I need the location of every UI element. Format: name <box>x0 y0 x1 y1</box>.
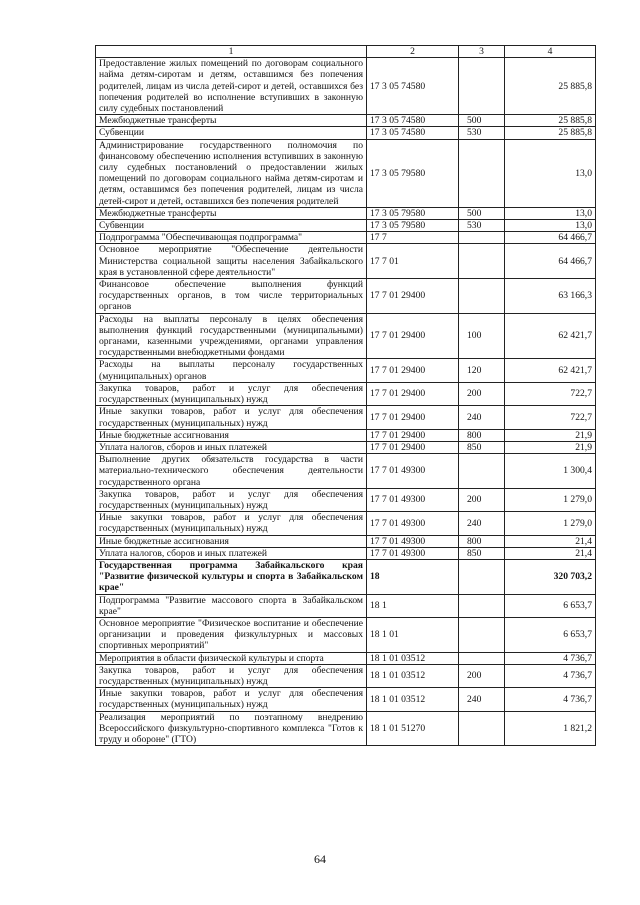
row-code-cell: 18 1 <box>367 594 459 617</box>
row-sum-cell: 4 736,7 <box>505 652 596 664</box>
row-vr-cell <box>459 279 505 314</box>
row-code-cell: 18 <box>367 559 459 594</box>
row-code-cell: 17 7 01 49300 <box>367 488 459 511</box>
row-sum-cell: 64 466,7 <box>505 232 596 244</box>
table-row <box>96 617 596 652</box>
row-vr-cell: 240 <box>459 688 505 711</box>
row-code-cell: 17 7 01 <box>367 244 459 279</box>
row-name-cell: Расходы на выплаты персоналу в целях обеспечения выполнения функций государственными (муниципальными) органами, казенными учреждениями, органами управления государственными внебюджетными фондами <box>96 313 367 359</box>
row-name-cell: Закупка товаров, работ и услуг для обеспечения государственных (муниципальных) нужд <box>96 382 367 405</box>
row-vr-cell: 200 <box>459 488 505 511</box>
table-row <box>96 58 596 115</box>
row-sum-cell: 64 466,7 <box>505 244 596 279</box>
row-vr-cell: 240 <box>459 406 505 429</box>
row-vr-cell: 500 <box>459 207 505 219</box>
row-name-cell: Подпрограмма "Обеспечивающая подпрограмма" <box>96 232 367 244</box>
row-vr-cell: 240 <box>459 512 505 535</box>
row-vr-cell: 530 <box>459 220 505 232</box>
row-vr-cell: 530 <box>459 127 505 139</box>
table-row <box>96 382 596 405</box>
row-sum-cell: 25 885,8 <box>505 127 596 139</box>
row-sum-cell: 1 300,4 <box>505 454 596 489</box>
row-vr-cell: 850 <box>459 547 505 559</box>
row-sum-cell: 1 279,0 <box>505 488 596 511</box>
row-code-cell: 18 1 01 03512 <box>367 664 459 687</box>
row-sum-cell: 21,9 <box>505 429 596 441</box>
row-sum-cell: 4 736,7 <box>505 688 596 711</box>
row-code-cell: 17 7 01 49300 <box>367 512 459 535</box>
header-col-vr: 3 <box>459 46 505 58</box>
row-name-cell: Иные закупки товаров, работ и услуг для обеспечения государственных (муниципальных) нужд <box>96 406 367 429</box>
row-code-cell: 17 3 05 79580 <box>367 220 459 232</box>
table-row <box>96 232 596 244</box>
row-vr-cell <box>459 244 505 279</box>
table-row <box>96 279 596 314</box>
row-name-cell: Уплата налогов, сборов и иных платежей <box>96 547 367 559</box>
table-row <box>96 512 596 535</box>
table-row <box>96 559 596 594</box>
row-name-cell: Иные бюджетные ассигнования <box>96 535 367 547</box>
row-vr-cell <box>459 594 505 617</box>
row-sum-cell: 62 421,7 <box>505 359 596 382</box>
table-row <box>96 244 596 279</box>
row-code-cell: 17 7 01 29400 <box>367 441 459 453</box>
row-sum-cell: 722,7 <box>505 382 596 405</box>
table-row <box>96 547 596 559</box>
table-row <box>96 488 596 511</box>
table-row <box>96 220 596 232</box>
row-code-cell: 17 7 <box>367 232 459 244</box>
row-code-cell: 18 1 01 51270 <box>367 711 459 746</box>
row-name-cell: Финансовое обеспечение выполнения функций государственных органов, в том числе территориальных органов <box>96 279 367 314</box>
row-vr-cell <box>459 232 505 244</box>
row-code-cell: 17 7 01 29400 <box>367 279 459 314</box>
row-vr-cell: 200 <box>459 382 505 405</box>
table-row <box>96 406 596 429</box>
table-row <box>96 313 596 359</box>
row-name-cell: Основное мероприятие "Обеспечение деятельности Министерства социальной защиты населения Забайкальского края в установленной сфере деятельности" <box>96 244 367 279</box>
row-name-cell: Расходы на выплаты персоналу государственных (муниципальных) органов <box>96 359 367 382</box>
row-vr-cell: 800 <box>459 429 505 441</box>
row-sum-cell: 25 885,8 <box>505 115 596 127</box>
table-row <box>96 441 596 453</box>
row-sum-cell: 13,0 <box>505 207 596 219</box>
row-name-cell: Основное мероприятие "Физическое воспитание и обеспечение организации и проведения физкультурных и массовых спортивных мероприятий" <box>96 617 367 652</box>
row-code-cell: 17 7 01 49300 <box>367 454 459 489</box>
table-row <box>96 115 596 127</box>
row-code-cell: 17 7 01 29400 <box>367 429 459 441</box>
row-code-cell: 18 1 01 03512 <box>367 688 459 711</box>
row-code-cell: 17 3 05 74580 <box>367 127 459 139</box>
row-sum-cell: 320 703,2 <box>505 559 596 594</box>
header-col-sum: 4 <box>505 46 596 58</box>
row-name-cell: Субвенции <box>96 127 367 139</box>
row-code-cell: 17 7 01 29400 <box>367 313 459 359</box>
row-name-cell: Закупка товаров, работ и услуг для обеспечения государственных (муниципальных) нужд <box>96 664 367 687</box>
table-row <box>96 652 596 664</box>
row-sum-cell: 13,0 <box>505 139 596 207</box>
table-row <box>96 664 596 687</box>
table-row <box>96 454 596 489</box>
row-name-cell: Уплата налогов, сборов и иных платежей <box>96 441 367 453</box>
row-sum-cell: 63 166,3 <box>505 279 596 314</box>
row-code-cell: 17 3 05 74580 <box>367 115 459 127</box>
row-sum-cell: 21,4 <box>505 535 596 547</box>
row-vr-cell <box>459 617 505 652</box>
row-code-cell: 17 3 05 74580 <box>367 58 459 115</box>
row-sum-cell: 1 821,2 <box>505 711 596 746</box>
row-name-cell: Предоставление жилых помещений по договорам социального найма детям-сиротам и детям, оставшимся без попечения родителей, лицам из числа детей-сирот и детей, оставшихся без попечения родителей во исполнение вступивших в законную силу судебных постановлений <box>96 58 367 115</box>
table-row <box>96 688 596 711</box>
row-code-cell: 18 1 01 03512 <box>367 652 459 664</box>
row-sum-cell: 21,9 <box>505 441 596 453</box>
row-name-cell: Иные закупки товаров, работ и услуг для обеспечения государственных (муниципальных) нужд <box>96 512 367 535</box>
row-name-cell: Реализация мероприятий по поэтапному внедрению Всероссийского физкультурно-спортивного комплекса "Готов к труду и обороне" (ГТО) <box>96 711 367 746</box>
row-sum-cell: 722,7 <box>505 406 596 429</box>
table-row <box>96 359 596 382</box>
row-name-cell: Межбюджетные трансферты <box>96 115 367 127</box>
row-vr-cell <box>459 711 505 746</box>
table-row <box>96 535 596 547</box>
header-col-code: 2 <box>367 46 459 58</box>
row-vr-cell <box>459 58 505 115</box>
row-name-cell: Межбюджетные трансферты <box>96 207 367 219</box>
row-name-cell: Мероприятия в области физической культуры и спорта <box>96 652 367 664</box>
row-sum-cell: 13,0 <box>505 220 596 232</box>
table-row <box>96 429 596 441</box>
page-number: 64 <box>314 852 326 866</box>
row-vr-cell: 850 <box>459 441 505 453</box>
row-vr-cell: 800 <box>459 535 505 547</box>
budget-table-sheet <box>95 45 595 746</box>
row-vr-cell: 100 <box>459 313 505 359</box>
table-row <box>96 711 596 746</box>
row-name-cell: Администрирование государственного полномочия по финансовому обеспечению исполнения вступивших в законную силу судебных постановлений о предоставлении жилых помещений по договорам социального найма детям-сиротам и детям, оставшимся без попечения родителей, лицам из числа детей-сирот и детей, оставшихся без попечения родителей <box>96 139 367 207</box>
row-sum-cell: 1 279,0 <box>505 512 596 535</box>
row-sum-cell: 4 736,7 <box>505 664 596 687</box>
row-code-cell: 18 1 01 <box>367 617 459 652</box>
row-code-cell: 17 7 01 29400 <box>367 359 459 382</box>
row-name-cell: Выполнение других обязательств государства в части материально-технического обеспечения деятельности государственного органа <box>96 454 367 489</box>
header-col-name: 1 <box>96 46 367 58</box>
row-vr-cell <box>459 454 505 489</box>
row-code-cell: 17 3 05 79580 <box>367 139 459 207</box>
table-row <box>96 207 596 219</box>
row-vr-cell <box>459 652 505 664</box>
row-code-cell: 17 3 05 79580 <box>367 207 459 219</box>
row-name-cell: Закупка товаров, работ и услуг для обеспечения государственных (муниципальных) нужд <box>96 488 367 511</box>
row-sum-cell: 21,4 <box>505 547 596 559</box>
table-row <box>96 594 596 617</box>
table-row <box>96 127 596 139</box>
row-sum-cell: 25 885,8 <box>505 58 596 115</box>
row-vr-cell: 500 <box>459 115 505 127</box>
row-vr-cell <box>459 559 505 594</box>
row-code-cell: 17 7 01 49300 <box>367 547 459 559</box>
table-row <box>96 139 596 207</box>
row-name-cell: Иные закупки товаров, работ и услуг для обеспечения государственных (муниципальных) нужд <box>96 688 367 711</box>
row-sum-cell: 62 421,7 <box>505 313 596 359</box>
budget-table <box>95 45 596 746</box>
row-sum-cell: 6 653,7 <box>505 617 596 652</box>
row-code-cell: 17 7 01 29400 <box>367 406 459 429</box>
row-vr-cell <box>459 139 505 207</box>
table-body <box>96 58 596 746</box>
row-vr-cell: 120 <box>459 359 505 382</box>
row-vr-cell: 200 <box>459 664 505 687</box>
row-name-cell: Иные бюджетные ассигнования <box>96 429 367 441</box>
row-name-cell: Подпрограмма "Развитие массового спорта в Забайкальском крае" <box>96 594 367 617</box>
table-header-row <box>96 46 596 58</box>
row-code-cell: 17 7 01 29400 <box>367 382 459 405</box>
row-sum-cell: 6 653,7 <box>505 594 596 617</box>
row-code-cell: 17 7 01 49300 <box>367 535 459 547</box>
row-name-cell: Субвенции <box>96 220 367 232</box>
row-name-cell: Государственная программа Забайкальского края "Развитие физической культуры и спорта в Забайкальском крае" <box>96 559 367 594</box>
